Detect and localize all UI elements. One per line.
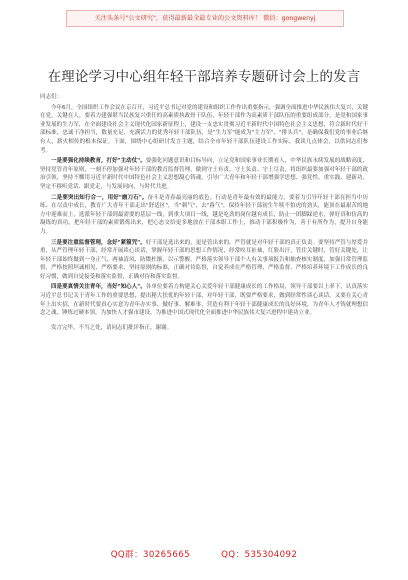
paragraph-closing: 发言完毕，不当之处，请同志们批评指正，谢谢。 — [51, 324, 173, 331]
top-banner: 关注头条号"公文研究"，获得最新最全最专业的公文资料库！ 微信：gongwenyj — [66, 10, 344, 27]
point-text: 要强化问题意识和目标导向，立足党和国家事业长期看人，中华民族永续发展的战略高度，坚持党管青年原则，一刻不停加强对年轻干部的教育监督管理，做到守土有责、守土负责、守土尽责，将组织最要加强对年轻干部的政治引领，坚持不懈用习近平新时代中国特色社会主义思想凝心铸魂，引导广大青年和年轻干部增强学思想、强党性、重实践、建新功，坚定不移听党话、跟党走，与发展同向，与时代共进。 — [40, 158, 368, 190]
paragraph-point-4 — [40, 283, 368, 317]
point-text: 各单位要着力构建关心关爱年轻干部健康成长的工作格局，领导干部要以上率下，认真落实习近平总书记关于青年工作的重要思想，提出秘大扶优的年轻干部，对年轻干部，既要严格要求，做到经常性谈心谈话，又要在关心青年上出实招，在新时代要真心实意为青年办实事、做好事、解难事，营造有利于年轻干部健康成长的良好环境，为青年人才铸就理想信念之魂，锤炼过硬本领，为加快人才强市建设、为推进中国式现代化全面推进中华民族伟大复兴进程中建功立业。 — [40, 284, 368, 317]
footer-contact — [0, 548, 408, 560]
footer-qq-group: QQ群：30265665 — [110, 550, 190, 560]
point-text: 奋斗是青春最亮丽的底色。行动是青年最有效的最能力，要着力引导年轻干部在担当中历练、在尽责中成长，教育广大青年干部走出"舒适区"，当"刺气"，去"暮气"，保持年轻干部初生牛犊不怕虎的劲头，能顶在最艰苦的地方中迎难而上，选派年轻干部到最需要的基层一线，到重大项目一线，越是吃劲的岗位越有成长，防止一团脚踩逆水，弹好真和仿高的凝练的真功，把年轻干部的素质锻炼出来，把心态交给更多地放在干部本职工作上，推动干部积极作为，善于有所作为，提升自身能力。 — [40, 194, 368, 235]
paragraph-intro: 今年6月，全国组织工作会议在京召开，习近平总书记对党的建设和组织工作作出重要指示，强调全面推进中华民族伟大复兴，关键在党，关键在人。要着力建强堪当民族复兴重任的高素质执政骨干队伍，年轻干部作为高素质干部队伍的重要组成部分，是党和国家事业发展的生力军，在全面建设社会主义现代化国家新征程上，建设一支忠实贯彻习近平新时代中国特色社会主义思想，符合新时代好干部标准，忠诚干净担当，数量充足，充满活力的优秀年轻干部队伍，是"生力军"能成为"主力军"、"排头兵"，是确保我们党的事业后继有人，薪火相传的根本保证。下面，围绕中心组研讨发言主题，结合全市年轻干部队伍建设工作实际，我谈几点体会，以供同志们参考。 — [40, 104, 369, 154]
point-heading: 二是要突出知行合一，用好"磨刀石"。 — [51, 194, 148, 201]
point-text: 好干部是选出来的，更是管出来的，严管就是对年轻干部的真正负责。要坚持严管与厚爱并重，从严管理年轻干部，经常开展谈心谈话，掌握年轻干部的思想工作情况，经常咬耳扯袖，红脸出汗，管住关键时，管好关键处，让年轻干部始终做到一身正气、两袖清风、防微杜渐，以示警醒。严格落实领导干部个人有关事项报告和抽查核实制度，加强日常管理监督，严格按照坦诚相见、严格要求、坚持原则的标准，正确对待监督，自觉养成在严格管理、严格监督、严格培养环境下工作成长的良好习惯，做到自觉接受和落实监督，正确对待和落实监督。 — [40, 239, 368, 280]
paragraph-point-3 — [40, 239, 368, 282]
document-body — [40, 93, 368, 334]
point-heading: 三是要注重监督管理，念好"紧箍咒"。 — [51, 239, 146, 246]
paragraph-point-1 — [40, 157, 368, 191]
point-heading: 四是要真情关注青年，当好"知心人"。 — [51, 284, 146, 291]
salutation: 同志们： — [40, 94, 63, 100]
footer-qq: QQ：535304092 — [221, 550, 298, 560]
point-heading: 一是要强化持续教育，打好"主动仗"。 — [51, 158, 146, 165]
document-title: 在理论学习中心组年轻干部培养专题研讨会上的发言 — [47, 70, 361, 85]
paragraph-point-2 — [40, 194, 368, 237]
